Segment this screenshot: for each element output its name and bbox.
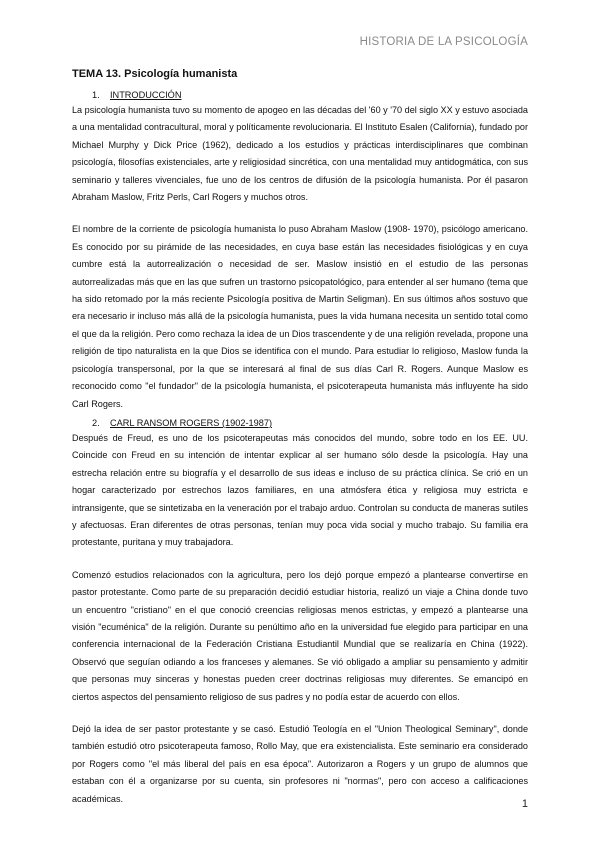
paragraph: El nombre de la corriente de psicología humanista lo puso Abraham Maslow (1908- 1970), psicólogo americano. Es conocido por su pirámide de las necesidades, en cuya base están las necesidades fisiológicas y en cuya cumbre está la autorrealización o necesidad de ser. Maslow insistió en el estudio de las personas autorrealizadas más que en las que sufren un trastorno psicopatológico, para entender al ser humano (tema que ha sido retomado por la más reciente Psicología positiva de Martin Seligman). En sus últimos años sostuvo que era necesario ir incluso más allá de la psicología humanista, pues la vida humana necesita un sentido total como el que da la religión. Pero como rechaza la idea de un Dios trascendente y de una religión revelada, propone una religión de tipo naturalista en la que Dios se identifica con el mundo. Para estudiar lo religioso, Maslow funda la psicología transpersonal, por la que se interesará al final de sus días Carl R. Rogers. Aunque Maslow es reconocido como "el fundador" de la psicología humanista, el psicoterapeuta humanista más influyente ha sido Carl Rogers. bbox=[72, 224, 528, 409]
document-title: TEMA 13. Psicología humanista bbox=[72, 68, 238, 80]
section-title: INTRODUCCIÓN bbox=[110, 90, 182, 100]
paragraph: La psicología humanista tuvo su momento de apogeo en las décadas del '60 y '70 del siglo XX y estuvo asociada a una mentalidad contracultural, moral y políticamente revolucionaria. El Instituto Esalen (California), fundado por Michael Murphy y Dick Price (1962), dedicado a los estudios y prácticas interdisciplinares que combinan psicología, filosofías existenciales, arte y religiosidad sincrética, con una mentalidad muy antidogmática, con sus seminario y talleres vivenciales, fue uno de los centros de difusión de la psicología humanista. Por él pasaron Abraham Maslow, Fritz Perls, Carl Rogers y muchos otros. bbox=[72, 105, 528, 203]
section-heading-introduccion bbox=[92, 90, 528, 100]
running-header: HISTORIA DE LA PSICOLOGÍA bbox=[359, 36, 528, 48]
section-number: 2. bbox=[92, 417, 100, 428]
page-number: 1 bbox=[521, 798, 528, 810]
paragraph: Comenzó estudios relacionados con la agricultura, pero los dejó porque empezó a plantearse convertirse en pastor protestante. Como parte de su preparación decidió estudiar historia, realizó un viaje a China donde tuvo un encuentro "cristiano" en el que conoció creencias religiosas menos estrictas, y empezó a plantearse una visión "ecuménica" de la religión. Durante su penúltimo año en la universidad fue elegido para participar en una conferencia internacional de la Federación Cristiana Estudiantil Mundial que se realizaría en China (1922). Observó que seguían odiando a los franceses y alemanes. Se vió obligado a ampliar su pensamiento y admitir que personas muy sinceras y honestas pueden creer doctrinas religiosas muy diferentes. Se emancipó en ciertos aspectos del pensamiento religioso de sus padres y no podía estar de acuerdo con ellos. bbox=[72, 569, 528, 702]
section-number: 1. bbox=[92, 90, 100, 100]
paragraph: Dejó la idea de ser pastor protestante y se casó. Estudió Teología en el "Union Theological Seminary", donde también estudió otro psicoterapeuta famoso, Rollo May, que era existencialista. Este seminario era considerado por Rogers como "el más liberal del país en esa época". Autorizaron a Rogers y un grupo de alumnos que estaban con él a organizarse por su cuenta, sin profesores ni "normas", pero con acceso a calificaciones académicas. bbox=[72, 724, 528, 804]
paragraph: Después de Freud, es uno de los psicoterapeutas más conocidos del mundo, sobre todo en los EE. UU. Coincide con Freud en su intención de intentar explicar al ser humano sólo desde la psicología. Hay una estrecha relación entre su biografía y el desarrollo de sus ideas e incluso de su práctica clínica. Se crió en un hogar caracterizado por estrechos lazos familiares, en una atmósfera ética y religiosa muy estricta e intransigente, que se sintetizaba en la veneración por el trabajo arduo. Controlan su conducta de maneras sutiles y afectuosas. Eran diferentes de otras personas, tenían muy poca vida social y mucho trabajo. Su familia era protestante, puritana y muy trabajadora. bbox=[72, 432, 528, 548]
page-body bbox=[72, 68, 528, 808]
section-title: CARL RANSOM ROGERS (1902-1987) bbox=[110, 417, 273, 428]
section-heading-carl-rogers bbox=[92, 418, 528, 428]
